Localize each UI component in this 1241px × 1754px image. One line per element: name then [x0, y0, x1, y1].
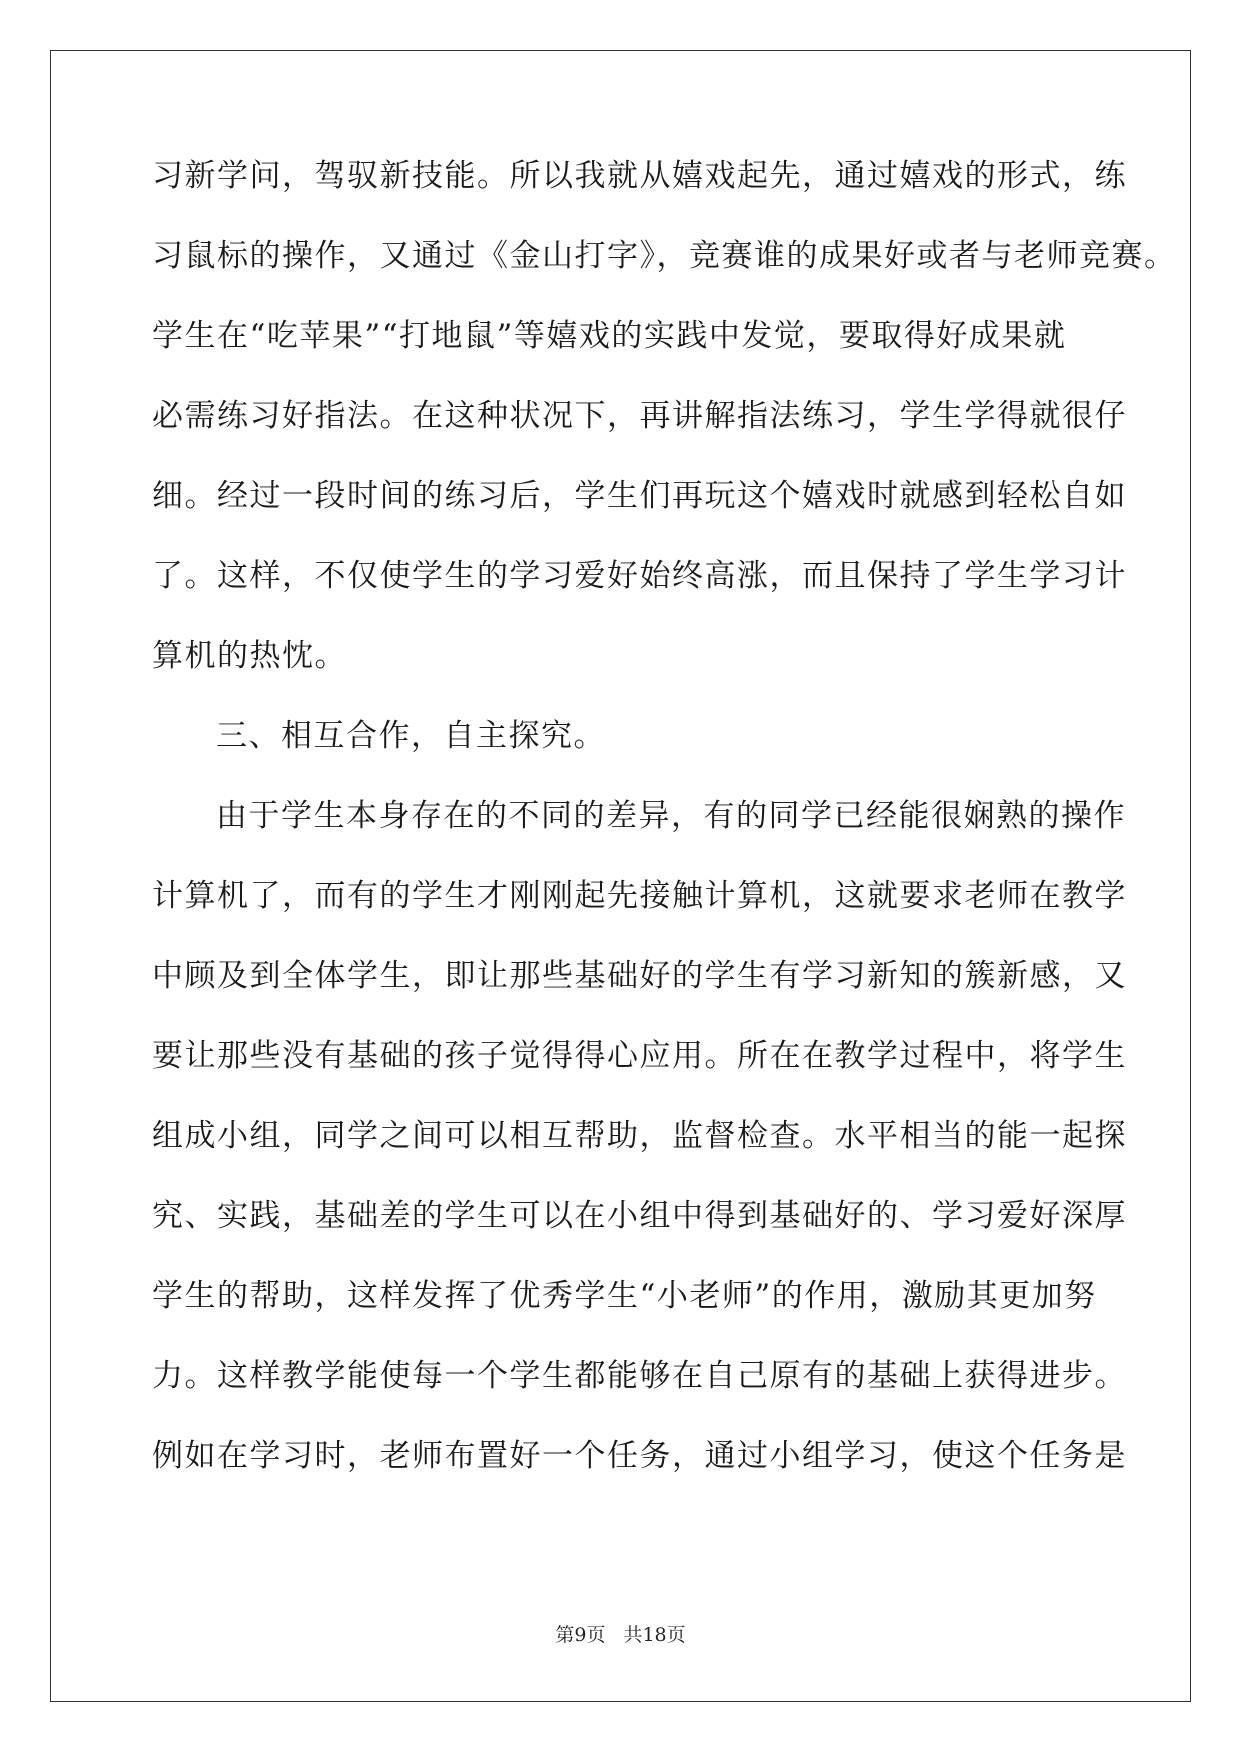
section-heading: 三、相互合作，自主探究。 [216, 718, 606, 754]
text-line: 习新学问，驾驭新技能。所以我就从嬉戏起先，通过嬉戏的形式，练 [152, 158, 1127, 194]
text-line: 究、实践，基础差的学生可以在小组中得到基础好的、学习爱好深厚 [152, 1198, 1127, 1234]
text-line: 由于学生本身存在的不同的差异，有的同学已经能很娴熟的操作 [216, 798, 1126, 834]
page-number: 第9页 [555, 1624, 606, 1646]
text-line: 力。这样教学能使每一个学生都能够在自己原有的基础上获得进步。 [152, 1358, 1127, 1394]
page-footer [0, 1626, 1241, 1645]
text-line: 了。这样，不仅使学生的学习爱好始终高涨，而且保持了学生学习计 [152, 558, 1127, 594]
text-line: 计算机了，而有的学生才刚刚起先接触计算机，这就要求老师在教学 [152, 878, 1127, 914]
text-line: 必需练习好指法。在这种状况下，再讲解指法练习，学生学得就很仔 [152, 398, 1127, 434]
text-line: 细。经过一段时间的练习后，学生们再玩这个嬉戏时就感到轻松自如 [152, 478, 1127, 514]
text-line: 例如在学习时，老师布置好一个任务，通过小组学习，使这个任务是 [152, 1438, 1127, 1474]
text-line: 算机的热忱。 [152, 638, 347, 674]
page-total: 共18页 [623, 1624, 686, 1646]
document-body [152, 158, 1177, 1521]
text-line: 习鼠标的操作，又通过《金山打字》，竞赛谁的成果好或者与老师竞赛。 [152, 238, 1177, 274]
text-line: 中顾及到全体学生，即让那些基础好的学生有学习新知的簇新感，又 [152, 958, 1127, 994]
text-line: 学生在“吃苹果”“打地鼠”等嬉戏的实践中发觉，要取得好成果就 [152, 318, 1067, 354]
text-line: 组成小组，同学之间可以相互帮助，监督检查。水平相当的能一起探 [152, 1118, 1127, 1154]
text-line: 要让那些没有基础的孩子觉得得心应用。所在在教学过程中，将学生 [152, 1038, 1127, 1074]
text-line: 学生的帮助，这样发挥了优秀学生“小老师”的作用，激励其更加努 [152, 1278, 1097, 1314]
